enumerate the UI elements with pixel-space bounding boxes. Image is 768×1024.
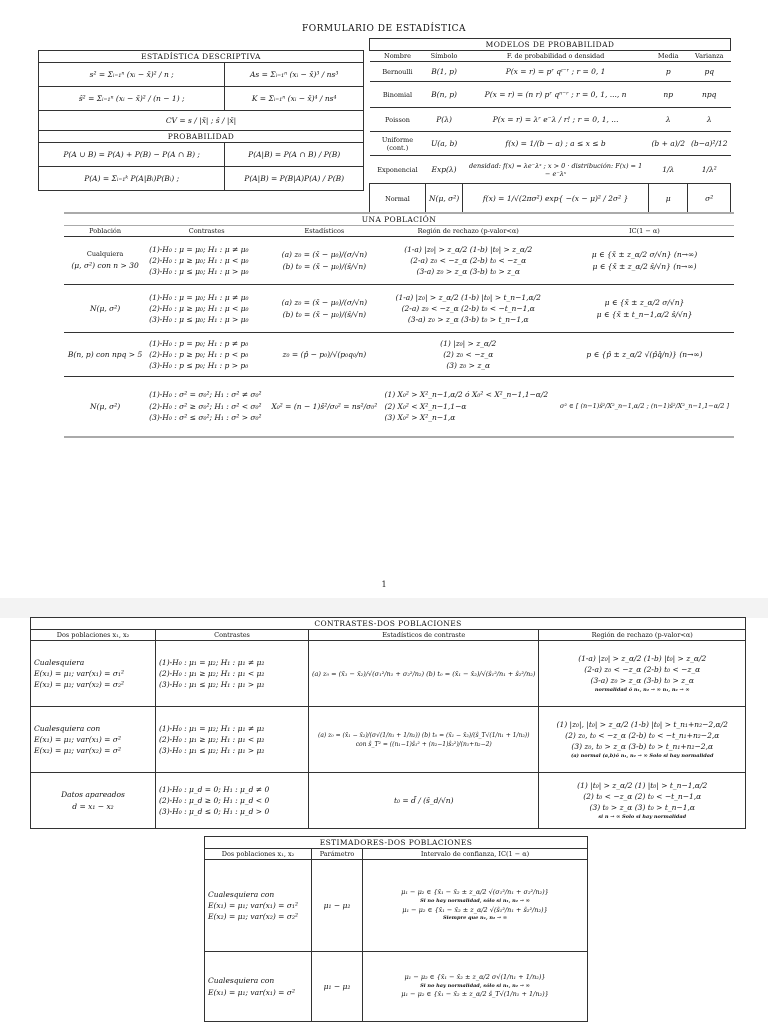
- ic-cell: [555, 237, 734, 285]
- bayes-formula: P(A|B) = P(B|A)P(A) / P(B): [225, 167, 364, 191]
- population-cell: [205, 860, 312, 952]
- descriptive-header: ESTADÍSTICA DESCRIPTIVA: [39, 51, 364, 63]
- rejection-line: (3-a) z₀ > z_α (3-b) t₀ > t_n−1,α: [407, 315, 529, 325]
- ic-cell: σ² ∈ [ (n−1)ŝ²/X²_n−1,α/2 ; (n−1)ŝ²/X²_n−1,1−α/2 ]: [555, 377, 734, 437]
- model-variance: pq: [688, 62, 731, 82]
- ic-cell: p ∈ {p̂ ± z_α/2 √(p̂q̂/n)} (n→∞): [555, 333, 734, 377]
- col-funcion: F. de probabilidad o densidad: [463, 51, 649, 62]
- population-line: Cualesquiera con: [34, 723, 101, 733]
- rejection-line: (1) X₀² > X²_n−1,α/2 ó X₀² < X²_n−1,1−α/2: [384, 390, 549, 400]
- col-intervalo: Intervalo de confianza, IC(1 − α): [363, 849, 588, 860]
- variance-formula: s² = Σᵢ₌₁ⁿ (xᵢ − x̄)² / n ;: [39, 63, 225, 87]
- model-name: Binomial: [370, 82, 426, 108]
- kurtosis-formula: K = Σᵢ₌₁ⁿ (xᵢ − x̄)⁴ / ns⁴: [225, 87, 364, 111]
- ic-line: μ ∈ {x̄ ± z_α/2 σ/√n} (n→∞): [591, 250, 698, 260]
- ic-line: μ ∈ {x̄ ± t_n−1,α/2 ŝ/√n}: [596, 309, 693, 319]
- statistics-cell: z₀ = (p̂ − p₀)/√(p₀q₀/n): [267, 333, 381, 377]
- rejection-cell: [539, 707, 746, 773]
- rejection-line: (1-a) |z₀| > z_α/2 (1-b) |t₀| > z_α/2: [578, 653, 707, 663]
- rejection-cell: [382, 333, 555, 377]
- model-function: f(x) = 1/(b − a) ; a ≤ x ≤ b: [463, 132, 649, 156]
- hypothesis-line: (2)-H₀ : μ₁ ≥ μ₂; H₁ : μ₁ < μ₂: [159, 734, 265, 744]
- two-populations-tests-table: [30, 617, 746, 829]
- population-line: Cualesquiera con: [208, 889, 275, 899]
- hypothesis-line: (1)-H₀ : μ_d = 0; H₁ : μ_d ≠ 0: [159, 784, 270, 794]
- rejection-line: (2) X₀² < X²_n−1,1−α: [384, 401, 467, 411]
- model-symbol: U(a, b): [425, 132, 462, 156]
- hypothesis-line: (3)-H₀ : σ² ≤ σ₀²; H₁ : σ² > σ₀²: [149, 412, 262, 422]
- rejection-cell: [382, 285, 555, 333]
- hypotheses-cell: [146, 237, 267, 285]
- population-line: Cualquiera: [86, 250, 124, 258]
- population-cell: [31, 773, 156, 829]
- col-region: Región de rechazo (p-valor<α): [382, 226, 555, 237]
- population-cell: [64, 237, 146, 285]
- hypotheses-cell: [156, 707, 309, 773]
- hypothesis-line: (2)-H₀ : σ² ≥ σ₀²; H₁ : σ² < σ₀²: [149, 401, 262, 411]
- hypotheses-cell: [146, 285, 267, 333]
- rejection-cell: [539, 641, 746, 707]
- rejection-line: (3) t₀ > z_α (3) t₀ > t_n−1,α: [589, 803, 695, 813]
- statistic-line: (b) t₀ = (x̄ − μ₀)/(ŝ/√n): [282, 309, 367, 319]
- statistics-cell: t₀ = d̄ / (ŝ_d/√n): [309, 773, 539, 829]
- statistic-line: (a) z₀ = (x̄ − μ₀)/(σ/√n): [281, 250, 368, 260]
- population-cell: N(μ, σ²): [64, 377, 146, 437]
- hypothesis-line: (3)-H₀ : μ₁ ≤ μ₂; H₁ : μ₁ > μ₂: [159, 746, 265, 756]
- col-dos-poblaciones: Dos poblaciones x₁, x₂: [205, 849, 312, 860]
- rejection-line: (1) |t₀| > z_α/2 (1) |t₀| > t_n−1,α/2: [577, 780, 708, 790]
- statistics-cell: [309, 707, 539, 773]
- rejection-line: (2) z₀, t₀ < −z_α (2-b) t₀ < −t_n₁+n₂−2,α: [565, 731, 720, 741]
- model-symbol: P(λ): [425, 108, 462, 132]
- hypothesis-line: (1)-H₀ : σ² = σ₀²; H₁ : σ² ≠ σ₀²: [149, 390, 262, 400]
- rejection-note: si n → ∞ Solo si hay normalidad: [598, 813, 687, 820]
- model-symbol: B(n, p): [425, 82, 462, 108]
- interval-note: Si no hay normalidad, sólo si n₁, n₂ → ∞: [420, 898, 530, 904]
- model-variance: npq: [688, 82, 731, 108]
- hypothesis-line: (2)-H₀ : p ≥ p₀; H₁ : p < p₀: [149, 349, 249, 359]
- col-contrastes: Contrastes: [146, 226, 267, 237]
- model-mean: λ: [649, 108, 688, 132]
- model-name: Normal: [370, 184, 426, 214]
- page-separator: [0, 598, 768, 618]
- one-population-table: [64, 212, 734, 438]
- col-poblacion: Población: [64, 226, 146, 237]
- rejection-line: (3-a) z₀ > z_α (3-b) t₀ > z_α: [416, 267, 520, 277]
- model-symbol: N(μ, σ²): [425, 184, 462, 214]
- hypothesis-line: (1)-H₀ : μ₁ = μ₂; H₁ : μ₁ ≠ μ₂: [159, 723, 265, 733]
- population-line: Cualesquiera con: [208, 976, 275, 986]
- rejection-line: (3-a) z₀ > z_α (3-b) t₀ > z_α: [590, 676, 694, 686]
- skewness-formula: As = Σᵢ₌₁ⁿ (xᵢ − x̄)³ / ns³: [225, 63, 364, 87]
- population-cell: N(μ, σ²): [64, 285, 146, 333]
- model-mean: 1/λ: [649, 156, 688, 184]
- model-variance: (b−a)²/12: [688, 132, 731, 156]
- statistic-line: (a) z₀ = (x̄₁ − x̄₂)/(σ√(1/n₁ + 1/n₂)) (b) t₀ = (x̄₁ − x̄₂)/(ŝ_T√(1/n₁ + 1/n₂)): [317, 731, 530, 739]
- model-variance: σ²: [688, 184, 731, 214]
- rejection-line: (1) |z₀| > z_α/2: [440, 338, 497, 348]
- col-region: Región de rechazo (p-valor<α): [539, 630, 746, 641]
- rejection-cell: [382, 377, 555, 437]
- hypothesis-line: (2)-H₀ : μ ≥ μ₀; H₁ : μ < μ₀: [149, 303, 249, 313]
- page-number: 1: [381, 580, 387, 589]
- hypothesis-line: (3)-H₀ : μ₁ ≤ μ₂; H₁ : μ₁ > μ₂: [159, 680, 265, 690]
- statistics-cell: [267, 285, 381, 333]
- population-line: d = x₁ − x₂: [72, 801, 114, 811]
- descriptive-stats-table: [38, 50, 364, 191]
- model-symbol: B(1, p): [425, 62, 462, 82]
- hypothesis-line: (1)-H₀ : μ = μ₀; H₁ : μ ≠ μ₀: [149, 244, 249, 254]
- statistics-cell: (a) z₀ = (x̄₁ − x̄₂)/√(σ₁²/n₁ + σ₂²/n₂) (b) t₀ = (x̄₁ − x̄₂)/√(ŝ₁²/n₁ + ŝ₂²/n₂): [309, 641, 539, 707]
- rejection-line: (2) t₀ < −z_α (2) t₀ < −t_n−1,α: [583, 792, 702, 802]
- population-line: E(x₂) = μ₂; var(x₂) = σ₂²: [34, 680, 124, 690]
- hypotheses-cell: [156, 773, 309, 829]
- col-estadisticos: Estadísticos de contraste: [309, 630, 539, 641]
- hypotheses-cell: [146, 333, 267, 377]
- col-varianza: Varianza: [688, 51, 731, 62]
- col-simbolo: Símbolo: [425, 51, 462, 62]
- rejection-line: (1-a) |z₀| > z_α/2 (1-b) |t₀| > t_n−1,α/2: [395, 292, 541, 302]
- hypothesis-line: (3)-H₀ : μ ≤ μ₀; H₁ : μ > μ₀: [149, 315, 249, 325]
- quasi-variance-formula: ŝ² = Σᵢ₌₁ⁿ (xᵢ − x̄)² / (n − 1) ;: [39, 87, 225, 111]
- rejection-line: (2-a) z₀ < −z_α (2-b) t₀ < −z_α: [410, 255, 527, 265]
- union-formula: P(A ∪ B) = P(A) + P(B) − P(A ∩ B) ;: [39, 143, 225, 167]
- interval-line: μ₁ − μ₂ ∈ {x̄₁ − x̄₂ ± z_α/2 √(σ₁²/n₁ + σ₂²/n₂)}: [401, 888, 549, 897]
- population-cell: [205, 952, 312, 1022]
- total-prob-formula: P(A) = Σᵢ₌₁ᵏ P(A|Bᵢ)P(Bᵢ) ;: [39, 167, 225, 191]
- rejection-line: (2-a) z₀ < −z_α (2-b) t₀ < −t_n−1,α: [401, 303, 535, 313]
- interval-cell: [363, 952, 588, 1022]
- population-cell: [31, 707, 156, 773]
- col-parametro: Parámetro: [312, 849, 363, 860]
- estimators-header: ESTIMADORES-DOS POBLACIONES: [205, 837, 588, 849]
- hypothesis-line: (2)-H₀ : μ ≥ μ₀; H₁ : μ < μ₀: [149, 255, 249, 265]
- interval-cell: [363, 860, 588, 952]
- rejection-line: (3) z₀ > z_α: [446, 361, 491, 371]
- ic-cell: [555, 285, 734, 333]
- rejection-note: normalidad ó n₁, n₂ → ∞ n₁, n₂ → ∞: [594, 686, 690, 693]
- col-media: Media: [649, 51, 688, 62]
- two-populations-estimators-table: [204, 836, 588, 1022]
- model-function: densidad: f(x) = λe⁻λˣ ; x > 0 · distribución: F(x) = 1 − e⁻λˣ: [463, 156, 649, 184]
- rejection-cell: [539, 773, 746, 829]
- hypothesis-line: (1)-H₀ : p = p₀; H₁ : p ≠ p₀: [149, 338, 249, 348]
- interval-line: μ₁ − μ₂ ∈ {x̄₁ − x̄₂ ± z_α/2 ŝ_T√(1/n₁ + 1/n₂)}: [401, 990, 549, 999]
- probability-header: PROBABILIDAD: [39, 131, 364, 143]
- statistic-line: (b) t₀ = (x̄ − μ₀)/(ŝ/√n): [282, 261, 367, 271]
- rejection-line: (1-a) |z₀| > z_α/2 (1-b) |t₀| > z_α/2: [404, 244, 533, 254]
- model-mean: μ: [649, 184, 688, 214]
- rejection-line: (2) z₀ < −z_α: [443, 349, 494, 359]
- interval-note: Si no hay normalidad, sólo si n₁, n₂ → ∞: [420, 982, 530, 989]
- population-line: (μ, σ²) con n > 30: [71, 260, 139, 270]
- page-title: FORMULARIO DE ESTADÍSTICA: [301, 24, 467, 34]
- col-estadisticos: Estadísticos: [267, 226, 381, 237]
- model-symbol: Exp(λ): [425, 156, 462, 184]
- hypotheses-cell: [146, 377, 267, 437]
- models-table: [369, 38, 731, 214]
- statistics-cell: [267, 237, 381, 285]
- population-line: Datos apareados: [61, 790, 125, 800]
- model-function: P(x = r) = λʳ e⁻λ / r! ; r = 0, 1, ...: [463, 108, 649, 132]
- ic-line: μ ∈ {x̄ ± z_α/2 ŝ/√n} (n→∞): [592, 261, 697, 271]
- model-mean: (b + a)/2: [649, 132, 688, 156]
- hypothesis-line: (1)-H₀ : μ₁ = μ₂; H₁ : μ₁ ≠ μ₂: [159, 657, 265, 667]
- population-line: E(x₁) = μ₁; var(x₁) = σ²: [34, 734, 121, 744]
- statistic-line: (a) z₀ = (x̄ − μ₀)/(σ/√n): [281, 298, 368, 308]
- model-mean: p: [649, 62, 688, 82]
- population-line: E(x₂) = μ₂; var(x₂) = σ₂²: [208, 912, 298, 922]
- statistics-cell: X₀² = (n − 1)ŝ²/σ₀² = ns²/σ₀²: [267, 377, 381, 437]
- interval-line: μ₁ − μ₂ ∈ {x̄₁ − x̄₂ ± z_α/2 √(ŝ₁²/n₁ + ŝ₂²/n₂)}: [402, 905, 548, 914]
- col-nombre: Nombre: [370, 51, 426, 62]
- population-line: E(x₁) = μ₁; var(x₁) = σ₁²: [208, 900, 298, 910]
- model-mean: np: [649, 82, 688, 108]
- col-ic: IC(1 − α): [555, 226, 734, 237]
- hypothesis-line: (3)-H₀ : μ_d ≤ 0; H₁ : μ_d > 0: [159, 807, 270, 817]
- col-dos-poblaciones: Dos poblaciones x₁, x₂: [31, 630, 156, 641]
- population-line: E(x₁) = μ₁; var(x₁) = σ₁²: [34, 668, 124, 678]
- population-line: E(x₂) = μ₂; var(x₂) = σ²: [34, 746, 121, 756]
- population-cell: [31, 641, 156, 707]
- rejection-line: (2-a) z₀ < −z_α (2-b) t₀ < −z_α: [584, 665, 701, 675]
- population-cell: B(n, p) con npq > 5: [64, 333, 146, 377]
- hypotheses-cell: [156, 641, 309, 707]
- parameter-cell: μ₁ − μ₂: [312, 860, 363, 952]
- population-line: E(x₁) = μ₁; var(x₁) = σ²: [208, 987, 295, 997]
- hypothesis-line: (2)-H₀ : μ_d ≥ 0; H₁ : μ_d < 0: [159, 795, 270, 805]
- hypothesis-line: (2)-H₀ : μ₁ ≥ μ₂; H₁ : μ₁ < μ₂: [159, 668, 265, 678]
- model-function: f(x) = 1/√(2πσ²) exp{ −(x − μ)² / 2σ² }: [463, 184, 649, 214]
- hypothesis-line: (1)-H₀ : μ = μ₀; H₁ : μ ≠ μ₀: [149, 292, 249, 302]
- model-name: Bernoulli: [370, 62, 426, 82]
- model-function: P(x = r) = pʳ qᶦ⁻ʳ ; r = 0, 1: [463, 62, 649, 82]
- model-name: Poisson: [370, 108, 426, 132]
- model-function: P(x = r) = (n r) pʳ qⁿ⁻ʳ ; r = 0, 1, ..., n: [463, 82, 649, 108]
- model-name: Exponencial: [370, 156, 426, 184]
- two-pop-header: CONTRASTES-DOS POBLACIONES: [31, 618, 746, 630]
- ic-line: μ ∈ {x̄ ± z_α/2 σ/√n}: [604, 298, 685, 308]
- rejection-line: (1) |z₀|, |t₀| > z_α/2 (1-b) |t₀| > t_n₁+n₂−2,α/2: [556, 719, 728, 729]
- cv-formula: CV = s / |x̄| ; ŝ / |x̄|: [39, 111, 364, 131]
- interval-note: Siempre que n₁, n₂ → ∞: [442, 915, 508, 922]
- one-pop-header: UNA POBLACIÓN: [64, 213, 734, 226]
- hypothesis-line: (3)-H₀ : μ ≤ μ₀; H₁ : μ > μ₀: [149, 267, 249, 277]
- rejection-line: (3) z₀, t₀ > z_α (3-b) t₀ > t_n₁+n₂−2,α: [571, 742, 714, 752]
- model-name: Uniforme (cont.): [370, 132, 426, 156]
- rejection-line: (3) X₀² > X²_n−1,α: [384, 412, 456, 422]
- col-contrastes: Contrastes: [156, 630, 309, 641]
- models-header: MODELOS DE PROBABILIDAD: [370, 39, 731, 51]
- model-variance: λ: [688, 108, 731, 132]
- statistic-line: con ŝ_T² = ((n₁−1)ŝ₁² + (n₂−1)ŝ₂²)/(n₁+n₂−2): [355, 740, 492, 748]
- model-variance: 1/λ²: [688, 156, 731, 184]
- rejection-note: (a) normal (a,b)ó n₁, n₂ → ∞ Solo si hay normalidad: [570, 752, 714, 759]
- conditional-formula: P(A|B) = P(A ∩ B) / P(B): [225, 143, 364, 167]
- hypothesis-line: (3)-H₀ : p ≤ p₀; H₁ : p > p₀: [149, 361, 249, 371]
- interval-line: μ₁ − μ₂ ∈ {x̄₁ − x̄₂ ± z_α/2 σ√(1/n₁ + 1/n₂)}: [404, 973, 546, 981]
- rejection-cell: [382, 237, 555, 285]
- population-line: Cualesquiera: [34, 657, 85, 667]
- parameter-cell: μ₁ − μ₂: [312, 952, 363, 1022]
